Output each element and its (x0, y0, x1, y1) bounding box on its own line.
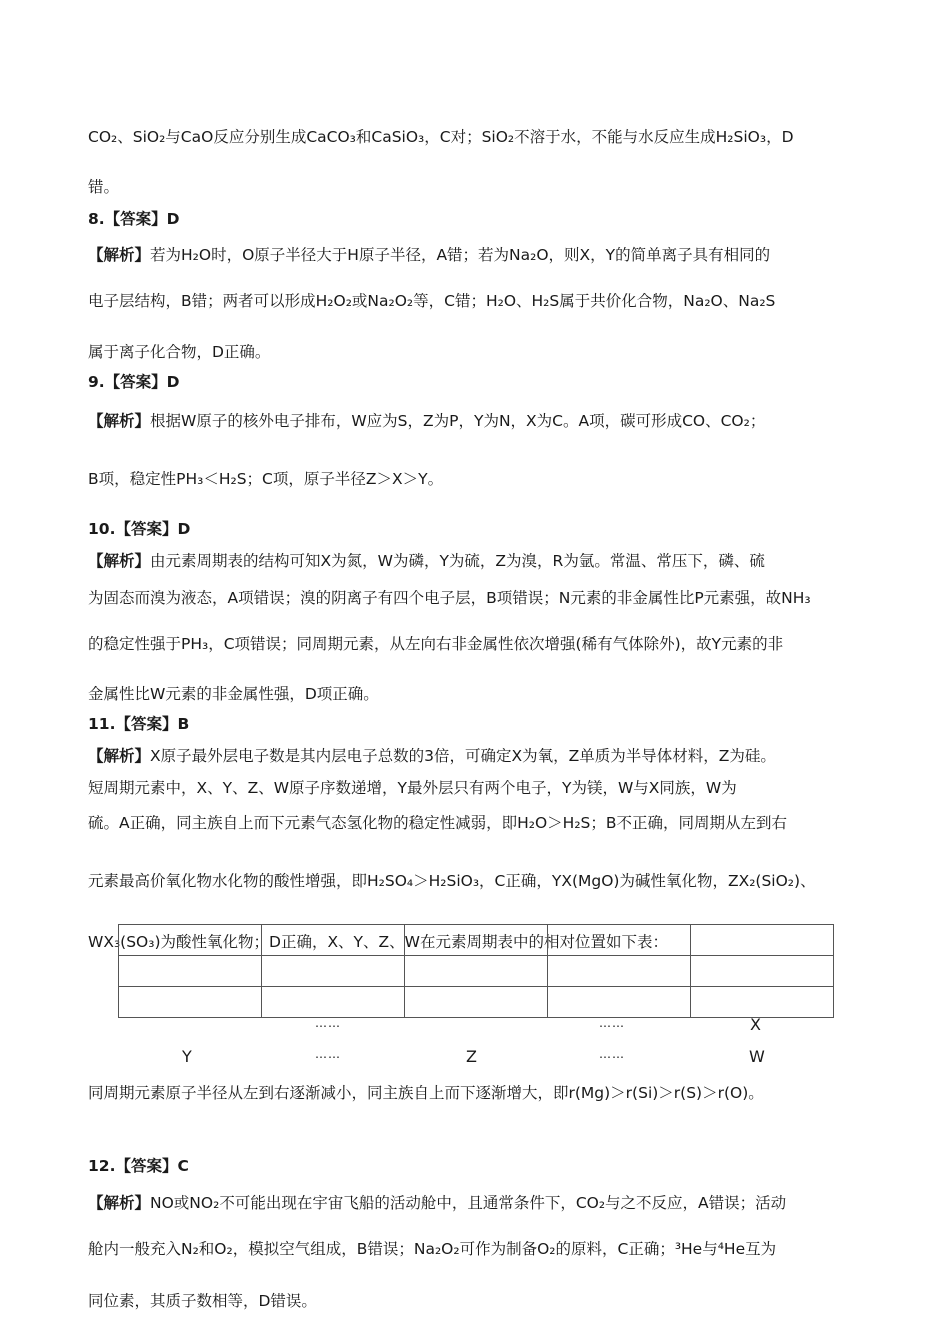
table-cell (691, 987, 834, 1018)
table-cell (405, 987, 548, 1018)
q8-text-1: 若为H₂O时，O原子半径大于H原子半径，A错；若为Na₂O，则X，Y的简单离子具有相同的 (150, 246, 771, 264)
table-row1-col2: …… (315, 1016, 341, 1030)
q11-explanation-line6: 同周期元素原子半径从左到右逐渐减小，同主族自上而下逐渐增大，即r(Mg)＞r(Si)＞r(S)＞r(O)。 (88, 1084, 764, 1102)
table-row2-col4: …… (599, 1047, 625, 1061)
table-cell (262, 987, 405, 1018)
q12-text-1: NO或NO₂不可能出现在宇宙飞船的活动舱中，且通常条件下，CO₂与之不反应，A错误；活动 (150, 1194, 787, 1212)
q12-explanation-label: 【解析】 (88, 1194, 151, 1212)
table-cell (119, 956, 262, 987)
q9-explanation-line2: B项，稳定性PH₃＜H₂S；C项，原子半径Z＞X＞Y。 (88, 470, 444, 488)
periodic-position-table (118, 924, 834, 1018)
table-cell (405, 956, 548, 987)
table-cell (548, 987, 691, 1018)
q8-explanation-line3: 属于离子化合物，D正确。 (88, 343, 271, 361)
q9-answer: 9.【答案】D (88, 373, 180, 391)
q8-explanation-line2: 电子层结构，B错；两者可以形成H₂O₂或Na₂O₂等，C错；H₂O、H₂S属于共价化合物，Na₂O、Na₂S (88, 292, 776, 310)
table-row1-col5: X (750, 1015, 761, 1034)
q10-explanation-line1 (88, 550, 765, 572)
q7-tail-line1: CO₂、SiO₂与CaO反应分别生成CaCO₃和CaSiO₃，C对；SiO₂不溶于水，不能与水反应生成H₂SiO₃，D (88, 128, 794, 146)
q11-explanation-line4: 元素最高价氧化物水化物的酸性增强，即H₂SO₄＞H₂SiO₃，C正确，YX(MgO)为碱性氧化物，ZX₂(SiO₂)、 (88, 872, 816, 890)
q11-explanation-line2: 短周期元素中，X、Y、Z、W原子序数递增，Y最外层只有两个电子，Y为镁，W与X同族，W为 (88, 779, 737, 797)
table-cell (119, 987, 262, 1018)
q10-explanation-line2: 为固态而溴为液态，A项错误；溴的阴离子有四个电子层，B项错误；N元素的非金属性比P元素强，故NH₃ (88, 589, 811, 607)
q12-explanation-line3: 同位素，其质子数相等，D错误。 (88, 1292, 317, 1310)
table-row2-col2: …… (315, 1047, 341, 1061)
q11-explanation-line3: 硫。A正确，同主族自上而下元素气态氢化物的稳定性减弱，即H₂O＞H₂S；B不正确，同周期从左到右 (88, 814, 788, 832)
q11-text-1: X原子最外层电子数是其内层电子总数的3倍，可确定X为氧，Z单质为半导体材料，Z为硅。 (150, 747, 776, 765)
q10-explanation-label: 【解析】 (88, 552, 151, 570)
table-cell (691, 925, 834, 956)
table-cell (262, 925, 405, 956)
q12-explanation-line1 (88, 1192, 786, 1214)
table-row2-col3: Z (466, 1047, 477, 1066)
q11-explanation-line1 (88, 745, 776, 767)
q9-text-1: 根据W原子的核外电子排布，W应为S，Z为P，Y为N，X为C。A项，碳可形成CO、CO₂； (150, 412, 766, 430)
q9-explanation-line1 (88, 410, 765, 432)
q10-text-1: 由元素周期表的结构可知X为氮，W为磷，Y为硫，Z为溴，R为氩。常温、常压下，磷、硫 (150, 552, 765, 570)
table-cell (548, 956, 691, 987)
q12-answer: 12.【答案】C (88, 1157, 189, 1175)
q8-answer: 8.【答案】D (88, 210, 180, 228)
q7-tail-line2: 错。 (88, 178, 120, 196)
q10-explanation-line4: 金属性比W元素的非金属性强，D项正确。 (88, 685, 379, 703)
q9-explanation-label: 【解析】 (88, 412, 151, 430)
q11-explanation-line5: WX₃(SO₃)为酸性氧化物；D正确，X、Y、Z、W在元素周期表中的相对位置如下表： (88, 933, 668, 951)
q11-answer: 11.【答案】B (88, 715, 190, 733)
table-cell (405, 925, 548, 956)
q8-explanation-line1 (88, 244, 770, 266)
q8-explanation-label: 【解析】 (88, 246, 151, 264)
table-row2-col5: W (749, 1047, 765, 1066)
q10-answer: 10.【答案】D (88, 520, 191, 538)
table-cell (262, 956, 405, 987)
table-cell (691, 956, 834, 987)
q10-explanation-line3: 的稳定性强于PH₃，C项错误；同周期元素，从左向右非金属性依次增强(稀有气体除外)，故Y元素的非 (88, 635, 784, 653)
table-row2-col1: Y (182, 1047, 192, 1066)
table-row1-col4: …… (599, 1016, 625, 1030)
table-cell (119, 925, 262, 956)
q12-explanation-line2: 舱内一般充入N₂和O₂，模拟空气组成，B错误；Na₂O₂可作为制备O₂的原料，C正确；³He与⁴He互为 (88, 1240, 777, 1258)
q11-explanation-label: 【解析】 (88, 747, 151, 765)
table-cell (548, 925, 691, 956)
